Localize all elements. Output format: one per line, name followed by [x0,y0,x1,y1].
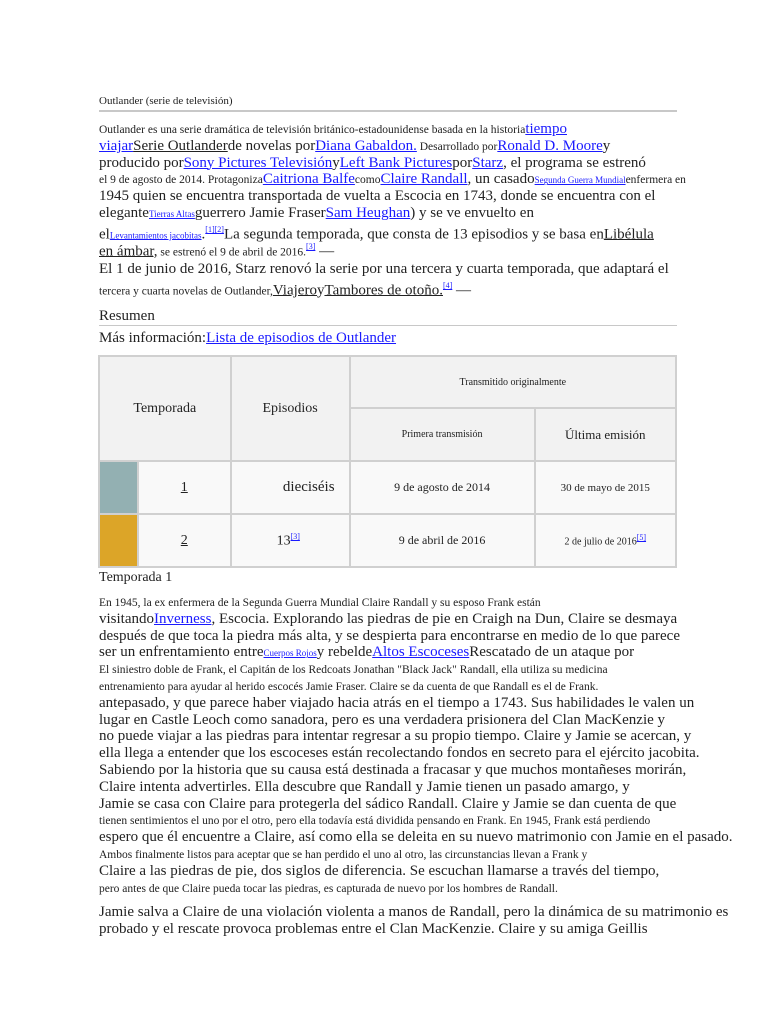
text-run: y [316,282,325,299]
text-run: y rebelde [316,644,373,661]
text-run: 1945 quien se encuentra transportada de vuelta a Escocia en 1743, donde se encuentra con el [99,188,656,205]
text-run: tienen sentimientos el uno por el otro, pero ella todavía está dividida pensando en Frank. En 1945, Frank está perdiendo [99,815,651,828]
season-link[interactable]: 2 [138,514,231,567]
text-run: enfermera en [625,174,686,187]
text-run: , un casado [467,171,535,188]
text-line [99,261,739,278]
text-run: Desarrollado por [416,140,498,153]
table-row [99,514,676,567]
text-run: Jamie se casa con Claire para protegerla del sádico Randall. Claire y Jamie se dan cuenta de que [99,795,677,812]
table-row [99,461,676,514]
text-line [99,695,739,712]
text-run: — [452,282,472,299]
first-aired: 9 de abril de 2016 [350,514,535,567]
text-run: Claire a las piedras de pie, dos siglos de diferencia. Se escuchan llamarse a través del tiempo, [99,862,660,879]
text-run: no puede viajar a las piedras para intentar regresar a su propio tiempo. Claire y Jamie se acercan, y [99,728,692,745]
text-run: Outlander es una serie dramática de televisión británico-estadounidense basada en la historia [99,124,526,136]
text-run: producido por [99,154,184,171]
inline-link[interactable]: Ronald D. Moore [497,137,603,154]
inline-link[interactable]: Sam Heughan [325,204,411,221]
text-line [99,779,739,796]
text-line [99,121,739,138]
text-run: Tambores de otoño. [324,282,443,299]
plot-paragraph [99,594,739,896]
inline-link[interactable]: Diana Gabaldon. [315,137,417,154]
text-run: guerrero Jamie Fraser [194,204,326,221]
text-run: ser un enfrentamiento entre [99,644,264,661]
season-color-swatch [99,514,138,567]
text-run: Libélula [603,226,654,243]
text-run: y [332,154,340,171]
more-info-label: Más información: [99,330,207,346]
citation-link[interactable]: [5] [636,533,647,543]
inline-link[interactable]: Sony Pictures Televisión [183,154,333,171]
text-run: de novelas por [227,137,316,154]
text-line [99,796,739,813]
more-info [99,330,396,347]
text-line [99,678,739,695]
text-line [99,188,739,205]
text-run: ella llega a entender que los escoceses están recolectando fondos en secreto para el ejército jacobita. [99,745,700,762]
text-line [99,728,739,745]
text-run: Claire intenta advertirles. Ella descubre que Randall y Jamie tienen un pasado amargo, y [99,778,630,795]
section-divider [99,325,677,326]
citation-link[interactable]: [1][2] [205,224,224,234]
last-aired: 30 de mayo de 2015 [535,461,676,514]
text-run: Rescatado de un ataque por [469,644,635,661]
text-line [99,594,739,611]
text-run: lugar en Castle Leoch como sanadora, pero es una verdadera prisionera del Clan MacKenzie y [99,711,666,728]
text-line [99,880,739,897]
text-run: elegante [99,204,149,221]
text-run: se estrenó el 9 de abril de 2016. [157,245,307,258]
text-run: el 9 de agosto de 2014. Protagoniza [99,174,263,187]
text-run: espero que él encuentre a Claire, así como ella se deleita en su nuevo matrimonio con Jamie en el pasado. [99,829,733,846]
text-line [99,846,739,863]
text-line [99,904,739,921]
text-line [99,762,739,779]
intro-paragraph [99,121,739,259]
text-run: . [201,226,206,243]
text-run: La segunda temporada, que consta de 13 episodios y se basa en [223,226,604,243]
inline-link[interactable]: Altos Escoceses [372,644,470,661]
header-season: Temporada [99,356,231,461]
text-run: Jamie salva a Claire de una violación violenta a manos de Randall, pero la dinámica de su matrimonio es [99,904,729,920]
text-run: por [452,154,473,171]
inline-link[interactable]: Left Bank Pictures [339,154,453,171]
text-line [99,812,739,829]
text-line [99,155,739,172]
first-aired: 9 de agosto de 2014 [350,461,535,514]
season-summary-table [98,355,677,568]
text-run: como [354,174,381,187]
text-run: antepasado, y que parece haber viajado hacia atrás en el tiempo a 1743. Sus habilidades le valen un [99,694,695,711]
text-line [99,138,739,155]
text-line [99,611,739,628]
text-run: El siniestro doble de Frank, el Capitán de los Redcoats Jonathan "Black Jack" Randall, ella utiliza su medicina [99,664,608,677]
inline-link[interactable]: Claire Randall [380,171,468,188]
citation-link[interactable]: [4] [442,280,453,290]
text-run: , el programa se estrenó [503,154,646,171]
last-aired: 2 de julio de 2016 [564,536,637,548]
citation-link[interactable]: [3] [306,241,316,251]
inline-link[interactable]: viajar [99,137,134,154]
inline-link[interactable]: Starz [472,154,504,171]
header-last-aired: Última emisión [535,408,676,461]
text-run: el [99,226,110,243]
season-link[interactable]: 1 [138,461,231,514]
episodes-count: dieciséis [231,461,350,514]
text-line [99,661,739,678]
title-divider [99,110,677,112]
header-aired: Transmitido originalmente [350,356,676,408]
page-title: Outlander (serie de televisión) [99,95,233,107]
text-run: Ambos finalmente listos para aceptar que se han perdido el uno al otro, las circunstancias llevan a Frank y [99,848,588,861]
text-line [99,921,739,938]
plot-paragraph-2 [99,904,739,938]
episodes-count: 13 [276,533,291,549]
inline-link[interactable]: Levantamientos jacobitas [109,230,202,241]
text-run: entrenamiento para ayudar al herido escocés Jamie Fraser. Claire se da cuenta de que Randall es el de Frank. [99,680,599,693]
text-run: Sabiendo por la historia que su causa está destinada a fracasar y que muchos montañeses morirán, [99,761,687,778]
text-line [99,863,739,880]
season-color-swatch [99,461,138,514]
renewal-paragraph [99,261,739,299]
header-episodes: Episodios [231,356,350,461]
text-line [99,745,739,762]
text-run: ) y se ve envuelto en [410,204,534,221]
inline-link[interactable]: Inverness [154,610,212,627]
text-run: en ámbar, [99,242,158,259]
text-line [99,205,739,222]
header-first-aired: Primera transmisión [350,408,535,461]
section-heading-resumen: Resumen [99,308,155,324]
text-line [99,628,739,645]
text-run: , Escocia. Explorando las piedras de pie en Craigh na Dun, Claire se desmaya [211,610,678,627]
text-line [99,829,739,846]
text-run: Serie Outlander [133,137,228,154]
text-line [99,712,739,729]
inline-link[interactable]: tiempo [525,121,567,137]
text-line [99,171,739,188]
text-line [99,222,739,243]
text-line [99,644,739,661]
text-line [99,278,739,299]
text-run: El 1 de junio de 2016, Starz renovó la serie por una tercera y cuarta temporada, que adaptará el [99,261,669,277]
inline-link[interactable]: Cuerpos Rojos [263,648,317,659]
text-run: Viajero [272,282,317,299]
text-run: después de que toca la piedra más alta, y se despierta para encontrarse en medio de lo que parece [99,627,680,644]
episode-list-link[interactable]: Lista de episodios de Outlander [206,330,397,346]
text-run: probado y el rescate provoca problemas entre el Clan MacKenzie. Claire y su amiga Geillis [99,920,648,937]
inline-link[interactable]: Segunda Guerra Mundial [534,175,626,186]
text-run: y [602,137,611,154]
season-1-caption: Temporada 1 [99,570,173,585]
citation-link[interactable]: [3] [290,531,300,541]
text-run: — [315,242,335,259]
inline-link[interactable]: Tierras Altas [148,208,195,219]
text-run: visitando [99,610,154,627]
text-run: tercera y cuarta novelas de Outlander, [99,285,273,298]
inline-link[interactable]: Caitriona Balfe [262,171,355,188]
text-run: pero antes de que Claire pueda tocar las piedras, es capturada de nuevo por los hombres de Randall. [99,882,558,895]
text-run: En 1945, la ex enfermera de la Segunda Guerra Mundial Claire Randall y su esposo Frank están [99,597,541,609]
